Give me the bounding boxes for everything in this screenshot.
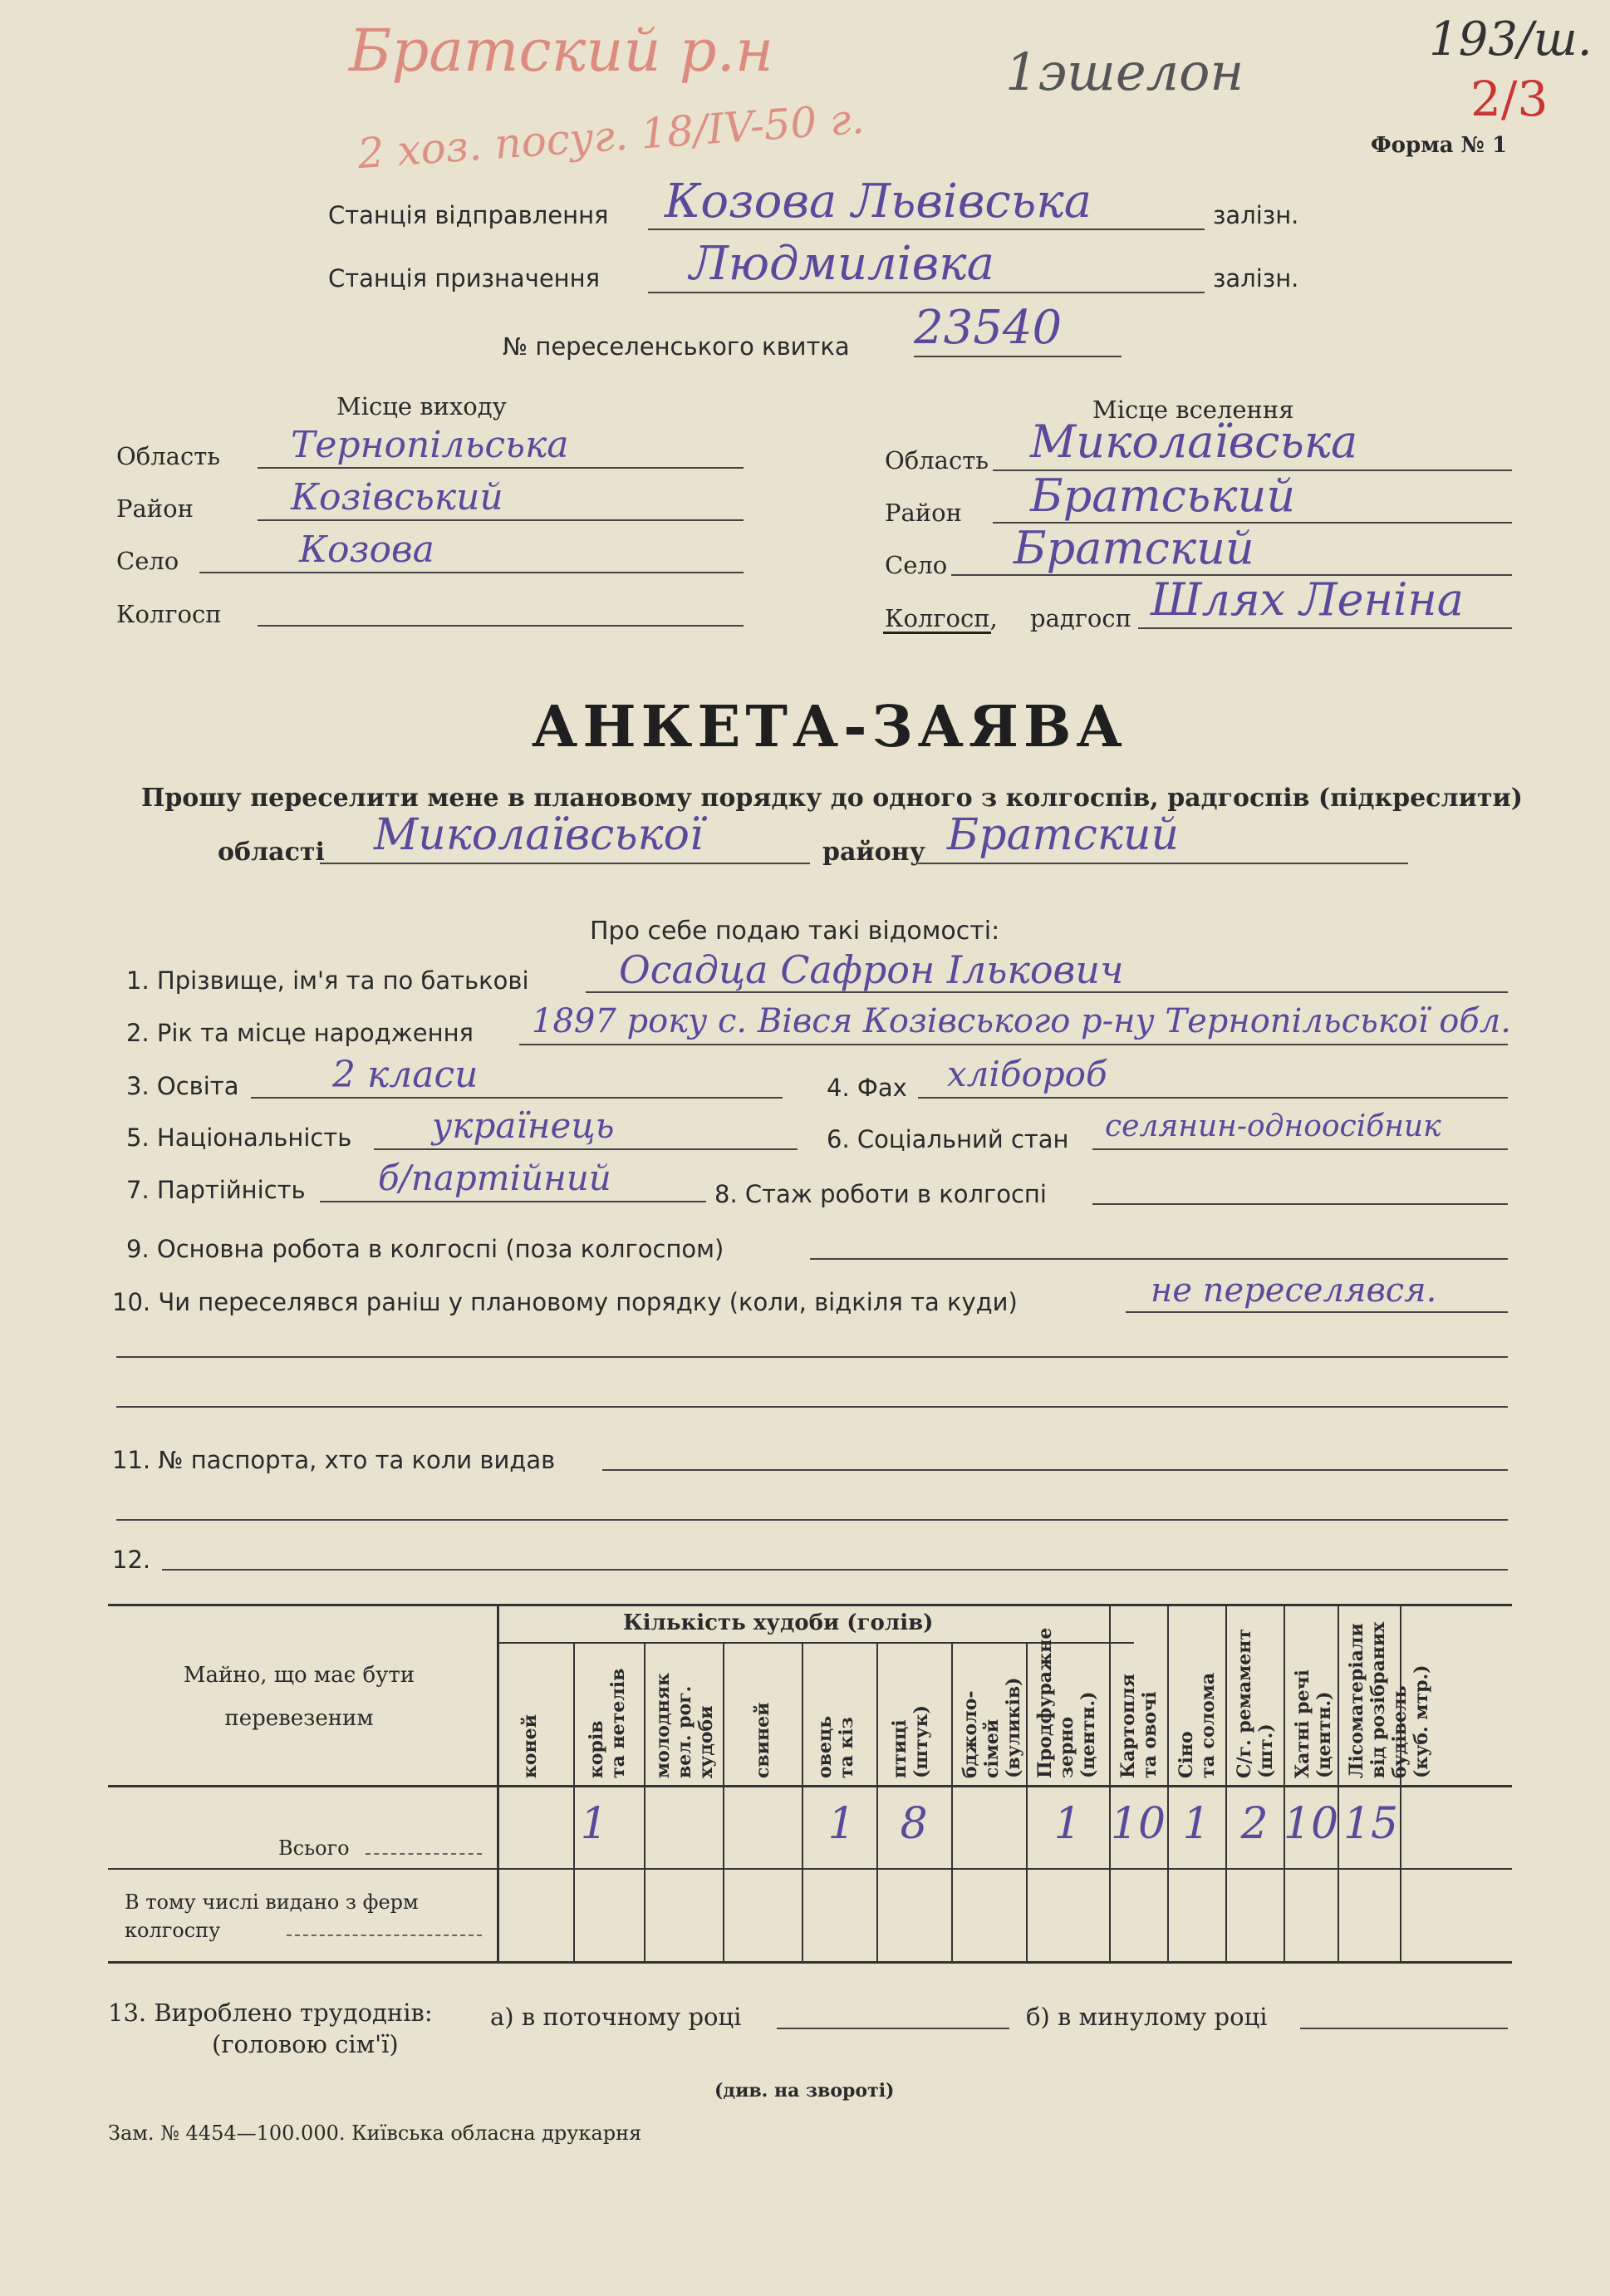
col-poultry: птиці (штук) xyxy=(889,1704,932,1778)
red-stamp-top: Братский р.н xyxy=(349,17,773,85)
total-hay: 1 xyxy=(1182,1799,1210,1849)
workdays-sublabel: (головою сім'ї) xyxy=(212,2030,399,2058)
field-9-line xyxy=(810,1258,1508,1260)
destination-rayon-label: Район xyxy=(885,499,962,527)
station-destination-suffix: залізн. xyxy=(1213,264,1299,293)
page-title: АНКЕТА-ЗАЯВА xyxy=(532,694,1127,760)
field-7-line xyxy=(320,1201,706,1202)
col-sheep: овець та кіз xyxy=(814,1715,857,1778)
field-8-label: 8. Стаж роботи в колгоспі xyxy=(714,1180,1047,1208)
field-10-line-2 xyxy=(116,1356,1508,1358)
field-1-value: Осадца Сафрон Ількович xyxy=(619,947,1124,992)
field-11-label: 11. № паспорта, хто та коли видав xyxy=(112,1446,556,1474)
destination-heading: Місце вселення xyxy=(1092,396,1294,424)
field-10-line xyxy=(1126,1311,1508,1313)
workdays-previous-line xyxy=(1300,2028,1508,2029)
see-back-note: (див. на звороті) xyxy=(714,2080,895,2102)
table-farm-label: В тому числі видано з ферм колгоспу xyxy=(125,1890,419,1942)
col-potatoes: Картопля та овочі xyxy=(1117,1674,1161,1778)
field-12-line xyxy=(162,1569,1508,1571)
col-timber: Лісоматеріали від розібраних будівель (куб. мтр.) xyxy=(1346,1621,1432,1778)
field-6-value: селянин-одноосібник xyxy=(1105,1109,1441,1143)
kolhosp-underline-mark xyxy=(883,632,991,634)
field-7-label: 7. Партійність xyxy=(126,1176,306,1204)
field-3-value: 2 класи xyxy=(332,1054,479,1096)
workdays-label: 13. Вироблено трудоднів: xyxy=(108,1999,433,2027)
request-rayon-label: району xyxy=(822,838,925,867)
origin-rayon-value: Козівський xyxy=(291,476,503,519)
origin-kolhosp-line xyxy=(258,625,744,627)
origin-oblast-label: Область xyxy=(116,442,221,470)
destination-kolhosp-line xyxy=(1138,627,1512,629)
station-departure-line xyxy=(648,229,1205,230)
total-tools: 2 xyxy=(1240,1799,1269,1849)
request-rayon-line xyxy=(918,863,1408,864)
property-table xyxy=(108,1604,1512,1961)
workdays-previous-label: б) в минулому році xyxy=(1026,2003,1268,2031)
station-destination-value: Людмилівка xyxy=(690,237,995,291)
workdays-current-line xyxy=(777,2028,1009,2029)
origin-oblast-value: Тернопільська xyxy=(291,424,569,466)
table-group-header: Кількість худоби (голів) xyxy=(623,1610,934,1635)
ticket-line xyxy=(914,356,1122,357)
field-7-value: б/партійний xyxy=(378,1158,611,1198)
origin-oblast-line xyxy=(258,467,744,469)
destination-kolhosp-value: Шлях Леніна xyxy=(1151,573,1464,626)
field-5-value: українець xyxy=(432,1105,615,1146)
corner-number: 193/ш. xyxy=(1429,12,1593,66)
field-2-value: 1897 року с. Вівся Козівського р-ну Тернопільської обл. xyxy=(532,1002,1511,1040)
origin-heading: Місце виходу xyxy=(336,392,507,420)
field-8-line xyxy=(1092,1203,1508,1205)
request-rayon-value: Братский xyxy=(947,810,1179,860)
table-row-header: Майно, що має бути перевезеним xyxy=(183,1663,415,1731)
field-10-value: не переселявся. xyxy=(1151,1271,1437,1310)
field-3-line xyxy=(251,1097,783,1099)
col-horses: коней xyxy=(519,1714,541,1778)
ticket-value: 23540 xyxy=(914,301,1063,355)
field-10-line-3 xyxy=(116,1406,1508,1408)
ticket-label: № переселенського квитка xyxy=(503,332,850,361)
col-cows: корів та нетелів xyxy=(586,1668,629,1778)
origin-rayon-line xyxy=(258,519,744,521)
destination-kolhosp-label: Колгосп, xyxy=(885,604,998,632)
field-6-label: 6. Соціальний стан xyxy=(827,1125,1069,1153)
field-4-value: хлібороб xyxy=(947,1054,1107,1094)
field-4-line xyxy=(918,1097,1508,1099)
form-number: Форма № 1 xyxy=(1371,133,1508,158)
field-5-label: 5. Національність xyxy=(126,1123,352,1152)
info-heading: Про себе подаю такі відомості: xyxy=(590,917,1000,946)
station-departure-value: Козова Львівська xyxy=(665,175,1092,229)
field-11-line xyxy=(602,1469,1508,1471)
request-text: Прошу переселити мене в плановому порядку до одного з колгоспів, радгоспів (підкреслити) xyxy=(141,784,1523,813)
field-2-label: 2. Рік та місце народження xyxy=(126,1019,474,1047)
field-3-label: 3. Освіта xyxy=(126,1072,239,1100)
station-departure-suffix: залізн. xyxy=(1213,201,1299,229)
total-poultry: 8 xyxy=(900,1799,928,1849)
destination-oblast-label: Область xyxy=(885,446,989,474)
total-potatoes: 10 xyxy=(1110,1799,1166,1849)
field-2-line xyxy=(519,1044,1508,1045)
request-oblast-line xyxy=(320,863,810,864)
total-timber: 15 xyxy=(1342,1799,1399,1849)
request-oblast-value: Миколаївської xyxy=(374,810,704,860)
col-bees: бджоло- сімей (вуликів) xyxy=(960,1677,1024,1778)
field-4-label: 4. Фах xyxy=(827,1074,907,1102)
field-1-label: 1. Прізвище, ім'я та по батькові xyxy=(126,966,529,995)
col-young-cattle: молодняк вел. рог. худоби xyxy=(652,1673,717,1778)
field-12-label: 12. xyxy=(112,1546,151,1574)
destination-selo-value: Братский xyxy=(1014,522,1254,574)
corner-number-2: 2/3 xyxy=(1470,71,1549,127)
table-total-dots xyxy=(366,1853,482,1855)
origin-selo-value: Козова xyxy=(299,529,434,571)
col-pigs: свиней xyxy=(752,1702,773,1778)
station-destination-label: Станція призначення xyxy=(328,264,601,293)
origin-selo-label: Село xyxy=(116,547,179,575)
col-tools: С/г. ремамент (шт.) xyxy=(1234,1629,1277,1778)
pencil-echelon: 1эшелон xyxy=(1005,42,1244,102)
station-departure-label: Станція відправлення xyxy=(328,201,609,229)
workdays-current-label: а) в поточному році xyxy=(490,2003,742,2031)
origin-selo-line xyxy=(199,572,744,573)
col-hay: Сіно та солома xyxy=(1176,1672,1219,1778)
destination-rayon-value: Братський xyxy=(1030,470,1296,522)
printer-line: Зам. № 4454—100.000. Київська обласна друкарня xyxy=(108,2121,642,2145)
field-9-label: 9. Основна робота в колгоспі (поза колгоспом) xyxy=(126,1235,724,1263)
col-household: Хатні речі (центн.) xyxy=(1292,1669,1335,1778)
total-grain: 1 xyxy=(1053,1799,1082,1849)
origin-rayon-label: Район xyxy=(116,494,194,523)
field-10-label: 10. Чи переселявся раніш у плановому порядку (коли, відкіля та куди) xyxy=(112,1288,1018,1316)
destination-radhosp-label: радгосп xyxy=(1030,604,1131,632)
red-stamp-bottom: 2 хоз. посуг. 18/IV-50 г. xyxy=(356,94,866,179)
total-sheep: 1 xyxy=(827,1799,856,1849)
table-total-label: Всього xyxy=(278,1836,350,1860)
field-11-line-2 xyxy=(116,1519,1508,1521)
origin-kolhosp-label: Колгосп xyxy=(116,600,222,628)
station-destination-line xyxy=(648,292,1205,293)
total-household: 10 xyxy=(1283,1799,1339,1849)
field-6-line xyxy=(1092,1148,1508,1150)
field-5-line xyxy=(374,1148,798,1150)
destination-oblast-value: Миколаївська xyxy=(1030,415,1358,468)
table-farm-dots xyxy=(287,1935,482,1936)
request-oblast-label: області xyxy=(218,838,325,867)
total-cows: 1 xyxy=(580,1799,608,1849)
col-grain: Продфуражне зерно (центн.) xyxy=(1034,1627,1099,1778)
destination-selo-label: Село xyxy=(885,551,948,579)
